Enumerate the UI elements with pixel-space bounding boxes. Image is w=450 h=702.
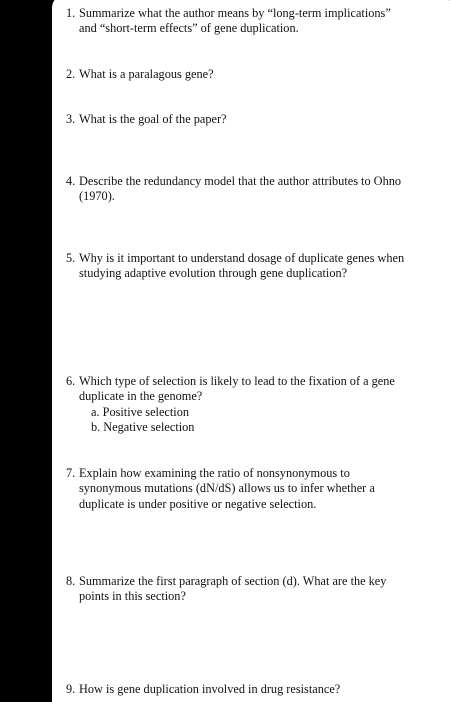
question-number: 4. bbox=[66, 174, 76, 188]
question-number: 7. bbox=[66, 466, 76, 480]
option-negative-selection: b. Negative selection bbox=[91, 420, 195, 435]
question-text: Summarize what the author means by “long-term implications” and “short-term effects” of gene duplication. bbox=[79, 6, 391, 36]
question-text: Why is it important to understand dosage of duplicate genes when studying adaptive evolution through gene duplication? bbox=[79, 251, 405, 281]
question-2 bbox=[66, 67, 406, 82]
question-1 bbox=[66, 6, 406, 37]
question-number: 8. bbox=[66, 574, 76, 588]
question-text: Summarize the first paragraph of section (d). What are the key points in this section? bbox=[79, 574, 387, 604]
question-6 bbox=[66, 374, 406, 436]
question-text: What is a paralagous gene? bbox=[79, 67, 214, 81]
question-number: 9. bbox=[66, 682, 76, 696]
question-4 bbox=[66, 174, 406, 205]
question-5 bbox=[66, 251, 406, 282]
question-7 bbox=[66, 466, 406, 512]
question-text: Explain how examining the ratio of nonsynonymous to synonymous mutations (dN/dS) allows us to infer whether a duplicate is under positive or negative selection. bbox=[79, 466, 375, 511]
question-3 bbox=[66, 112, 406, 127]
question-text: What is the goal of the paper? bbox=[79, 112, 227, 126]
question-number: 5. bbox=[66, 251, 76, 265]
question-text: How is gene duplication involved in drug resistance? bbox=[79, 682, 341, 696]
question-number: 2. bbox=[66, 67, 76, 81]
question-text: Describe the redundancy model that the author attributes to Ohno (1970). bbox=[79, 174, 402, 204]
answer-options bbox=[66, 405, 406, 436]
question-8 bbox=[66, 574, 406, 605]
question-number: 6. bbox=[66, 374, 76, 388]
option-positive-selection: a. Positive selection bbox=[91, 404, 190, 419]
question-number: 3. bbox=[66, 112, 76, 126]
question-9 bbox=[66, 682, 406, 697]
question-number: 1. bbox=[66, 6, 76, 20]
question-text: Which type of selection is likely to lead to the fixation of a gene duplicate in the genome? bbox=[79, 374, 395, 404]
